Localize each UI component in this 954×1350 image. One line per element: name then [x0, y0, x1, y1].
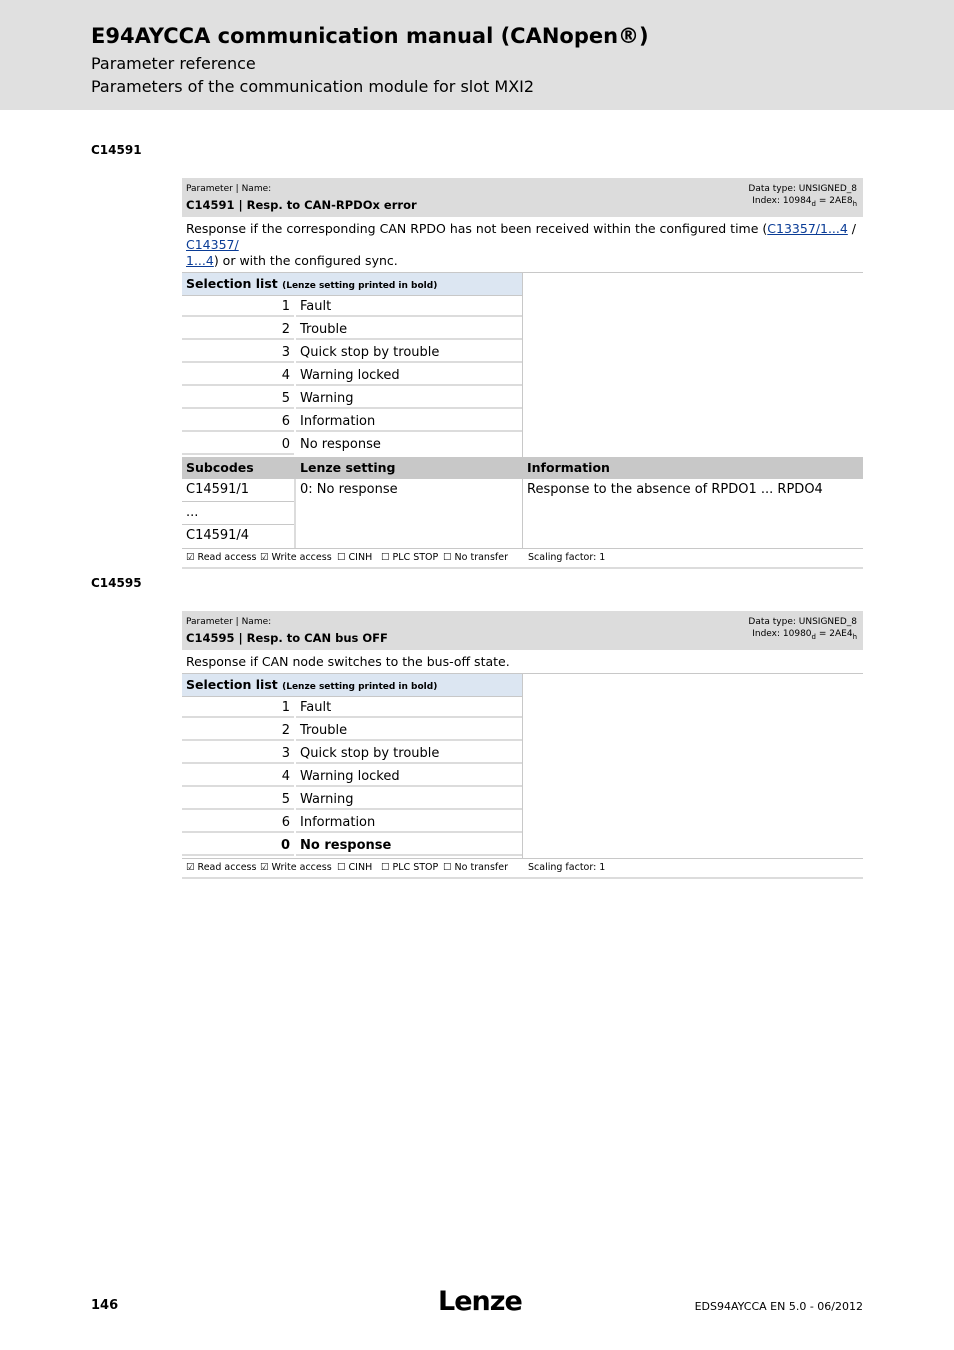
- parameter-header: [182, 611, 863, 652]
- list-item: 5 Warning: [182, 789, 863, 812]
- chapter-title: Parameter reference: [91, 54, 256, 73]
- list-item: 6 Information: [182, 812, 863, 835]
- subcode-first: C14591/1: [186, 482, 250, 497]
- list-item: 2 Trouble: [182, 319, 863, 342]
- parameter-code-heading: C14595: [91, 576, 142, 590]
- link-c14357[interactable]: C14357/ 1...4: [186, 237, 239, 268]
- parameter-name: C14595 | Resp. to CAN bus OFF: [186, 631, 388, 645]
- list-item-default: 0 No response: [182, 835, 863, 858]
- parameter-index: Index: $10980_d = 2AE4_h$: [752, 629, 857, 641]
- access-attributes: ☑ Read access ☑ Write access ☐ CINH ☐ PLC STOP ☐ No transfer Scaling factor: 1: [182, 858, 863, 879]
- subcode-ellipsis: ...: [186, 505, 199, 520]
- document-title: E94AYCCA communication manual (CANopen®): [91, 24, 649, 48]
- page-header: [0, 0, 954, 110]
- list-item: 4 Warning locked: [182, 766, 863, 789]
- list-item: 1 Fault: [182, 296, 863, 319]
- list-item: 3 Quick stop by trouble: [182, 743, 863, 766]
- selection-list: [182, 273, 863, 457]
- access-attributes: ☑ Read access ☑ Write access ☐ CINH ☐ PLC STOP ☐ No transfer Scaling factor: 1: [182, 549, 863, 569]
- document-reference: EDS94AYCCA EN 5.0 - 06/2012: [694, 1300, 863, 1313]
- list-item: 2 Trouble: [182, 720, 863, 743]
- list-item: 3 Quick stop by trouble: [182, 342, 863, 365]
- lenze-setting: 0: No response: [300, 482, 398, 497]
- parameter-description: Response if CAN node switches to the bus-off state.: [182, 652, 863, 674]
- selection-list-header: Selection list (Lenze setting printed in bold): [182, 273, 522, 296]
- parameter-name-label: Parameter | Name:: [186, 184, 272, 194]
- subcodes-table: [182, 479, 863, 549]
- parameter-table-c14591: [182, 178, 863, 569]
- list-item: 1 Fault: [182, 697, 863, 720]
- parameter-code-heading: C14591: [91, 143, 142, 157]
- page-number: 146: [91, 1298, 119, 1313]
- section-title: Parameters of the communication module for slot MXI2: [91, 77, 535, 96]
- subcode-information: Response to the absence of RPDO1 ... RPDO4: [527, 482, 823, 497]
- selection-list-header: Selection list (Lenze setting printed in bold): [182, 674, 522, 697]
- subcode-last: C14591/4: [186, 528, 250, 543]
- data-type: Data type: UNSIGNED_8: [748, 184, 857, 194]
- lenze-logo: Lenze: [438, 1286, 522, 1317]
- parameter-index: Index: $10984_d = 2AE8_h$: [752, 196, 857, 208]
- parameter-name: C14591 | Resp. to CAN-RPDOx error: [186, 198, 417, 212]
- subcodes-header: Subcodes Lenze setting Information: [182, 457, 863, 479]
- link-c13357[interactable]: C13357/1...4: [767, 221, 848, 236]
- selection-list: [182, 674, 863, 858]
- list-item: 5 Warning: [182, 388, 863, 411]
- parameter-description: Response if the corresponding CAN RPDO has not been received within the configured time (C13357/1...4 / C14357/ 1...4) or with the configured sync.: [182, 219, 863, 273]
- data-type: Data type: UNSIGNED_8: [748, 617, 857, 627]
- list-item: 4 Warning locked: [182, 365, 863, 388]
- list-item: 0 No response: [182, 434, 863, 457]
- parameter-table-c14595: [182, 611, 863, 879]
- list-item: 6 Information: [182, 411, 863, 434]
- parameter-header: [182, 178, 863, 219]
- parameter-name-label: Parameter | Name:: [186, 617, 272, 627]
